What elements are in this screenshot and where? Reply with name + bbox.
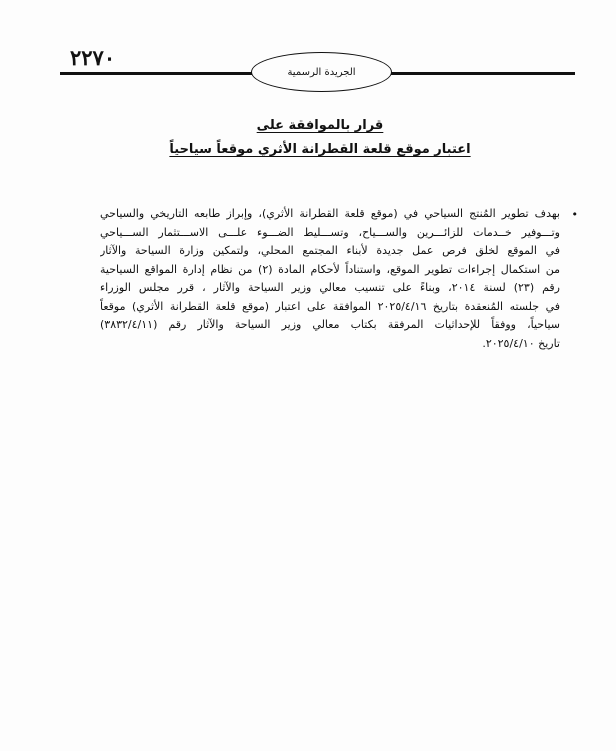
body-line: وتـــوفير خــدمات للزائـــرين والســـياح، وتســـليط الضـــوء علـــى الاســـتثمار الســـياحي xyxy=(100,225,560,239)
bullet-icon: • xyxy=(571,208,578,221)
decision-title-line1-text: قرار بالموافقة على xyxy=(256,118,384,133)
body-line: تاريخ ٢٠٢٥/٤/١٠. xyxy=(482,336,560,350)
body-line: رقم (٢٣) لسنة ٢٠١٤، وبناءً على تنسيب معالي وزير السياحة والآثار ، قرر مجلس الوزراء xyxy=(100,281,560,294)
page-number: ٢٢٧٠ xyxy=(70,47,116,70)
body-line: في الموقع لخلق فرص عمل جديدة لأبناء المجتمع المحلي، ولتمكين وزارة السياحة والآثار xyxy=(100,244,560,257)
decision-body xyxy=(100,205,578,353)
body-line: في جلسته المُنعقدة بتاريخ ٢٠٢٥/٤/١٦ الموافقة على اعتبار (موقع قلعة القطرانة الأثري) موقعاً xyxy=(100,299,560,313)
decision-title-line2-text: اعتبار موقع قلعة القطرانة الأثري موقعاً سياحياً xyxy=(169,142,471,157)
gazette-name-oval xyxy=(251,52,392,92)
body-line: بهدف تطوير المُنتج السياحي في (موقع قلعة القطرانة الأثري)، وإبراز طابعه التاريخي والسياحي xyxy=(100,207,560,220)
decision-title-line1 xyxy=(130,118,510,133)
decision-title-line2 xyxy=(130,142,510,157)
body-line: سياحياً، ووفقاً للإحداثيات المرفقة بكتاب معالي وزير السياحة والآثار رقم (٣٨٣٢/٤/١١) xyxy=(100,318,560,331)
body-line: من استكمال إجراءات تطوير الموقع، واستناداً لأحكام المادة (٢) من نظام إدارة المواقع السياحية xyxy=(100,262,560,276)
gazette-name: الجريدة الرسمية xyxy=(287,66,356,78)
